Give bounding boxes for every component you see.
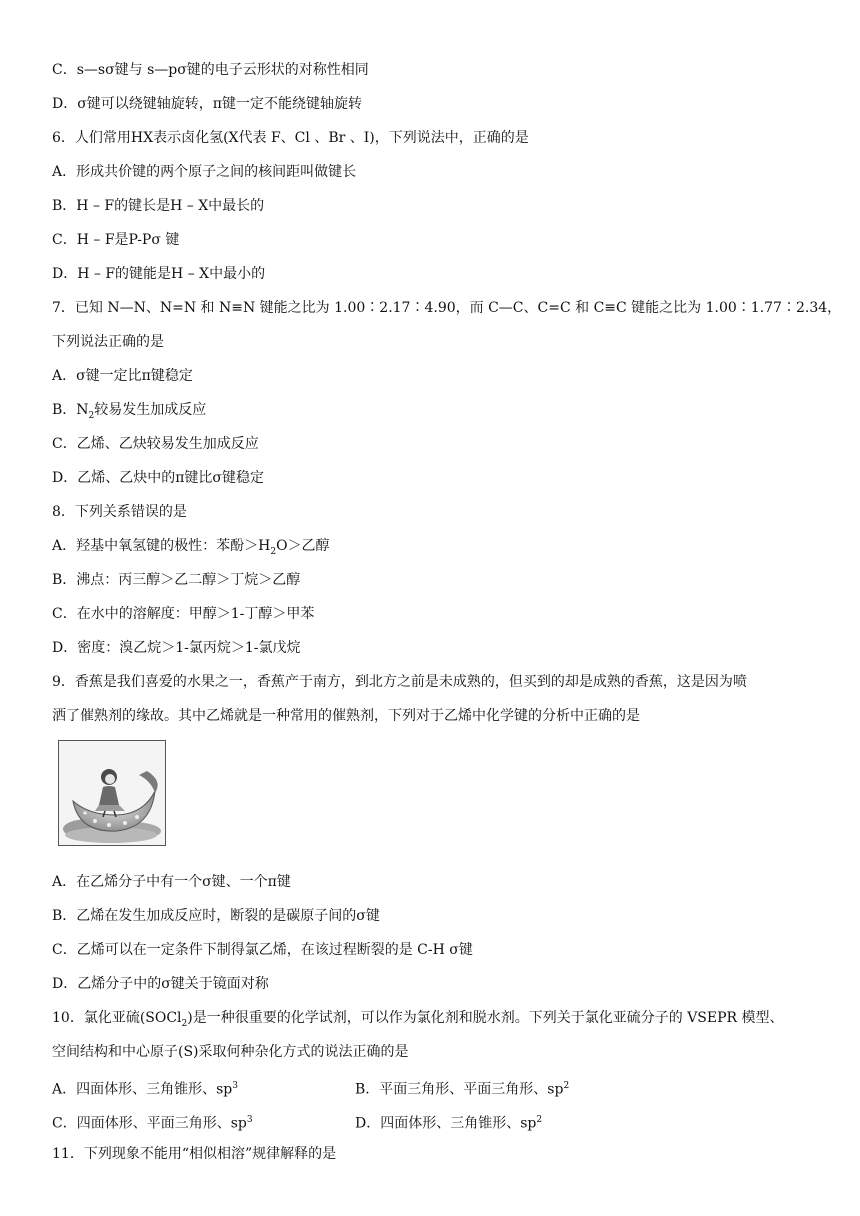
question-stem: 7．已知 N—N、N=N 和 N≡N 键能之比为 1.00∶2.17∶4.90，而 C—C、C=C 和 C≡C 键能之比为 1.00∶1.77∶2.34，	[52, 300, 842, 316]
option-line: B．乙烯在发生加成反应时，断裂的是碳原子间的σ键	[52, 908, 380, 924]
option-line: C．在水中的溶解度：甲醇＞1-丁醇＞甲苯	[52, 606, 315, 622]
option-line: A．σ键一定比π键稳定	[52, 368, 193, 384]
option-line: C．乙烯可以在一定条件下制得氯乙烯，在该过程断裂的是 C-H σ键	[52, 942, 473, 958]
option-line: C．乙烯、乙炔较易发生加成反应	[52, 436, 259, 452]
option-line: D．乙烯分子中的σ键关于镜面对称	[52, 976, 269, 992]
option-line: A．形成共价键的两个原子之间的核间距叫做键长	[52, 164, 357, 180]
question-stem: 空间结构和中心原子(S)采取何种杂化方式的说法正确的是	[52, 1044, 409, 1060]
question-stem: 10．氯化亚硫(SOCl$_2$)是一种很重要的化学试剂，可以作为氯化剂和脱水剂。下列关于氯化亚硫分子的 VSEPR 模型、	[52, 1010, 784, 1029]
option-line: C．四面体形、平面三角形、$sp^3$	[52, 1115, 253, 1132]
question-stem: 8．下列关系错误的是	[52, 504, 187, 520]
option-line: A．羟基中氧氢键的极性：苯酚$>H_2O>$乙醇	[52, 538, 330, 557]
option-line: D．四面体形、三角锥形、$sp^2$	[355, 1115, 543, 1132]
option-line: B．H – F的键长是H – X中最长的	[52, 198, 265, 214]
question-stem: 6．人们常用HX表示卤化氢(X代表 F、Cl 、Br 、I)，下列说法中，正确的是	[52, 130, 529, 146]
option-line: D．密度：溴乙烷＞1-氯丙烷＞1-氯戊烷	[52, 640, 301, 656]
question-stem: 11．下列现象不能用“相似相溶”规律解释的是	[52, 1146, 337, 1162]
option-line: C．s—sσ键与 s—pσ键的电子云形状的对称性相同	[52, 62, 369, 78]
question-stem: 9．香蕉是我们喜爱的水果之一，香蕉产于南方，到北方之前是未成熟的，但买到的却是成熟的香蕉，这是因为喷	[52, 674, 747, 690]
option-line: C．H – F是P-Pσ 键	[52, 232, 180, 248]
option-line: A．四面体形、三角锥形、$sp^3$	[52, 1081, 238, 1098]
option-line: A．在乙烯分子中有一个σ键、一个π键	[52, 874, 291, 890]
moon-girl-illustration	[58, 740, 166, 846]
option-line: B．$N_2$较易发生加成反应	[52, 402, 207, 421]
option-line: D．乙烯、乙炔中的π键比σ键稳定	[52, 470, 264, 486]
option-line: D．H – F的键能是H – X中最小的	[52, 266, 266, 282]
option-line: B．平面三角形、平面三角形、$sp^2$	[355, 1081, 570, 1098]
option-line: D．σ键可以绕键轴旋转，π键一定不能绕键轴旋转	[52, 96, 362, 112]
question-stem: 洒了催熟剂的缘故。其中乙烯就是一种常用的催熟剂，下列对于乙烯中化学键的分析中正确的是	[52, 708, 640, 724]
question-stem: 下列说法正确的是	[52, 334, 164, 350]
option-line: B．沸点：丙三醇＞乙二醇＞丁烷＞乙醇	[52, 572, 301, 588]
